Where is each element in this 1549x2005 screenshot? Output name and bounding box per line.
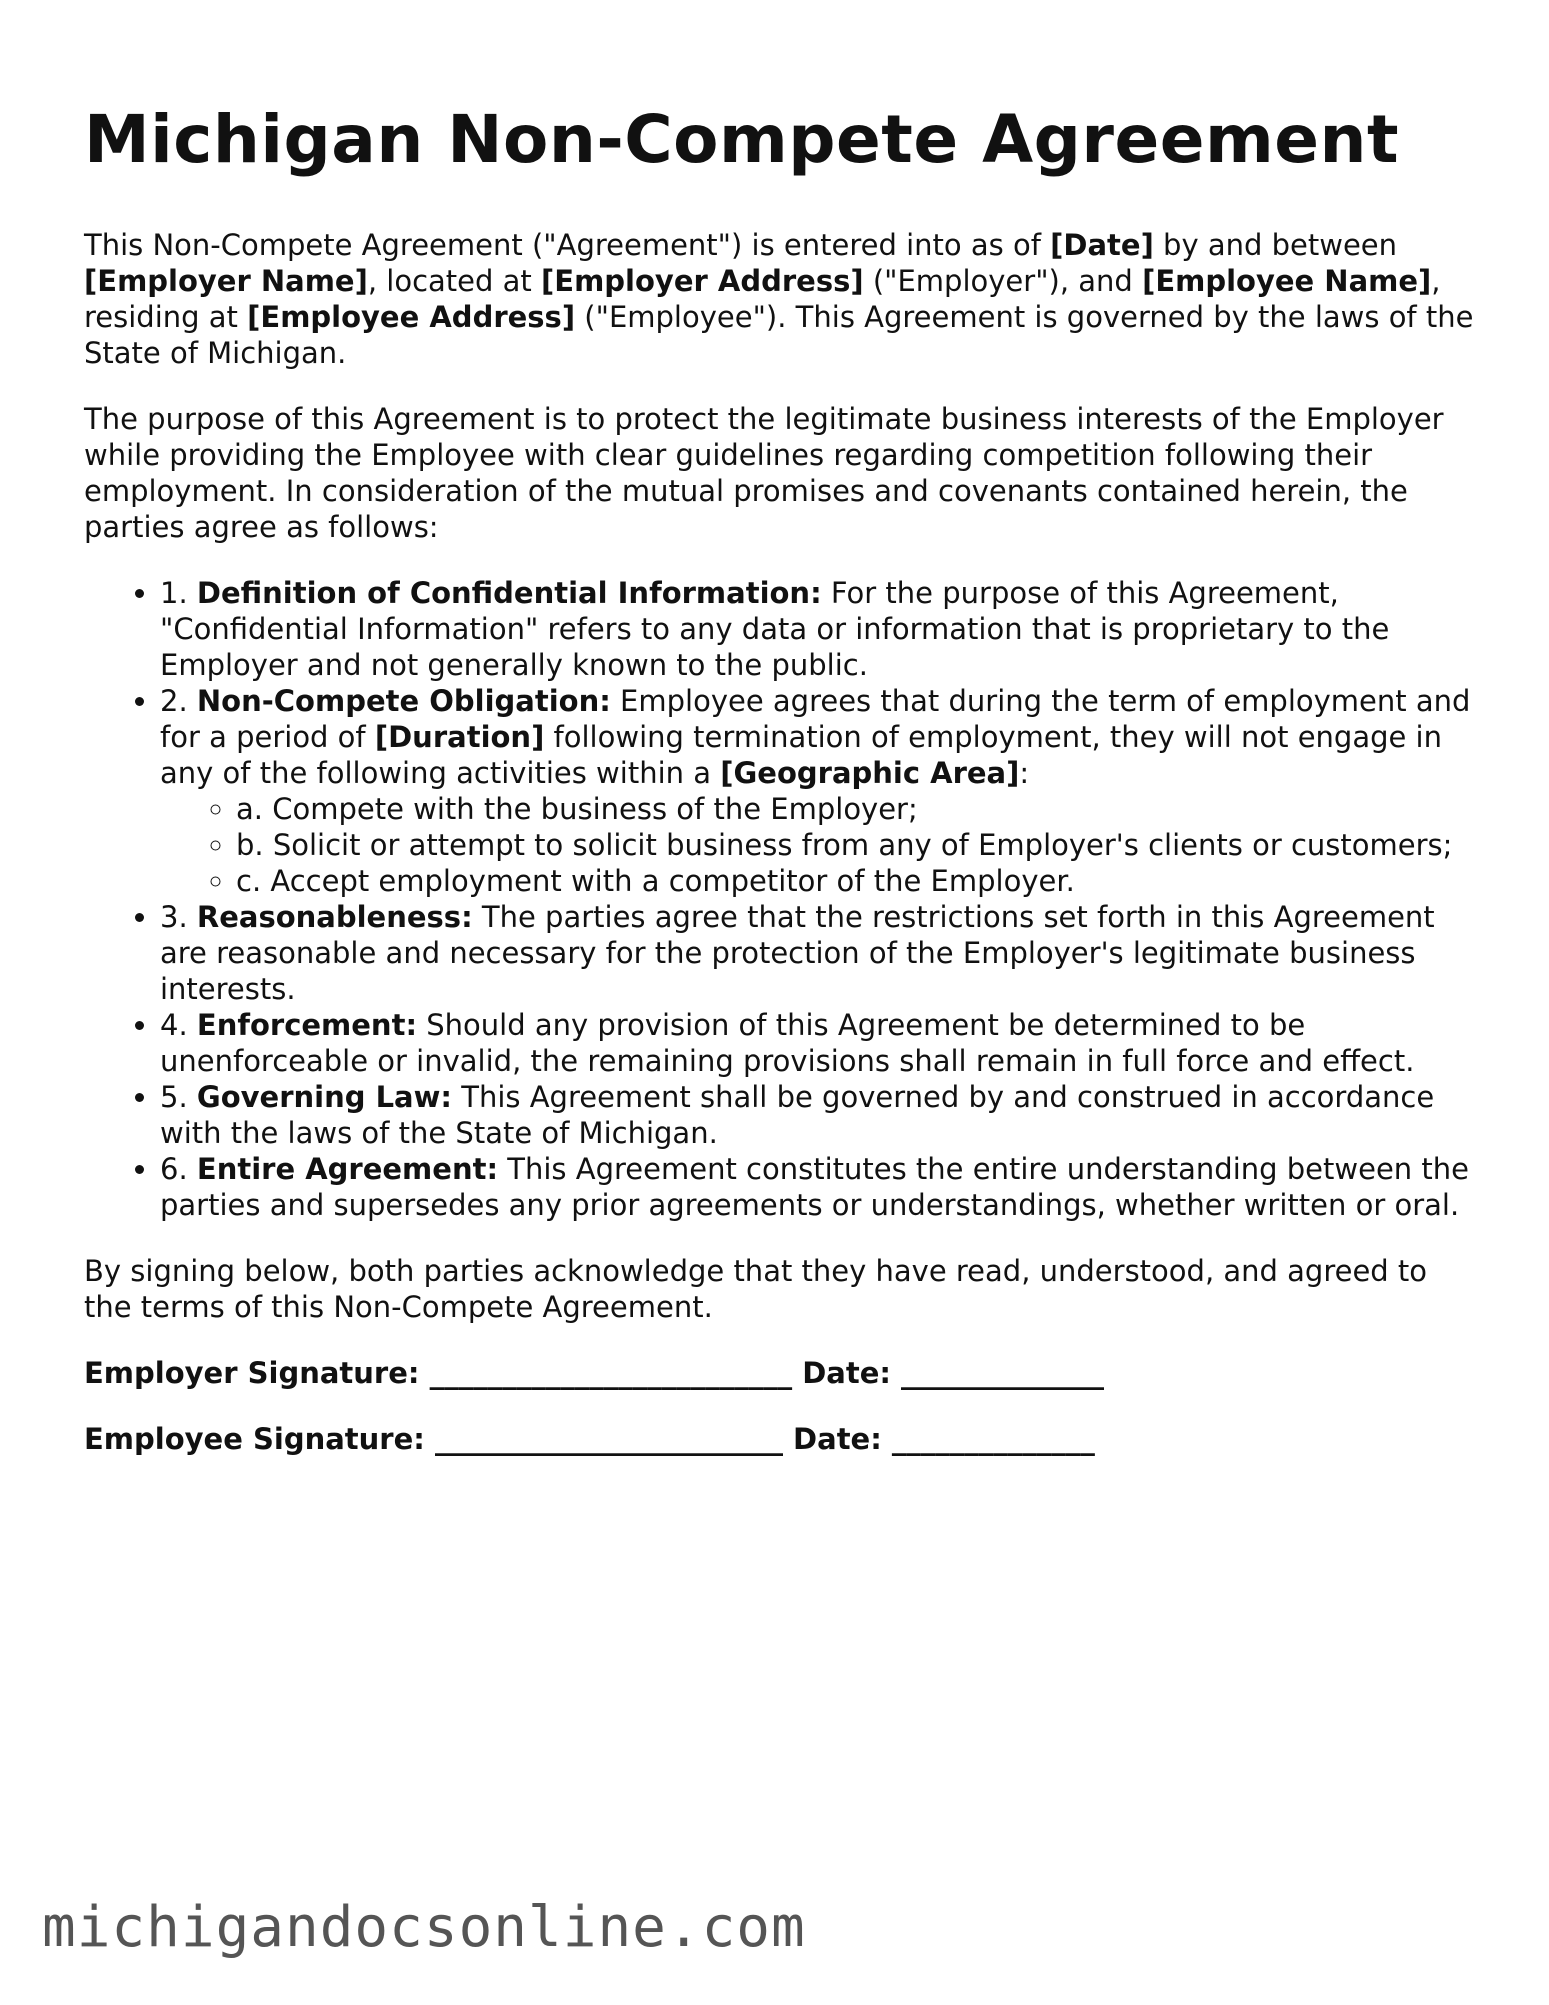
clause-item: [160, 683, 1474, 899]
clause-heading: Entire Agreement:: [196, 1152, 499, 1187]
clause-item: [160, 575, 1474, 683]
site-watermark: michigandocsonline.com: [42, 1895, 806, 1960]
employer-name-placeholder: [Employer Name]: [84, 264, 368, 299]
clause-text: Should any provision of this Agreement be determined to be unenforceable or invalid, the remaining provisions shall remain in full force and effect.: [160, 1008, 1415, 1079]
clause-item: [160, 899, 1474, 1007]
geographic-area-placeholder: [Geographic Area]: [720, 756, 1020, 791]
clause-text: Employee agrees that during the term of employment and for a period of: [160, 684, 1471, 755]
employee-signature-line[interactable]: Employee Signature: ________________________ Date: ______________: [84, 1422, 1095, 1457]
clause-number: 5.: [160, 1080, 197, 1115]
sub-clause-item: ◦ b. Solicit or attempt to solicit business from any of Employer's clients or customers;: [236, 827, 1474, 863]
intro-text: , located at: [367, 264, 542, 299]
clause-number: 6.: [160, 1152, 197, 1187]
closing-paragraph: By signing below, both parties acknowledge that they have read, understood, and agreed to the terms of this Non-Compete Agreement.: [84, 1254, 1428, 1325]
clause-item: [160, 1007, 1474, 1079]
clause-text: For the purpose of this Agreement, "Confidential Information" refers to any data or information that is proprietary to the Employer and not generally known to the public.: [160, 576, 1390, 683]
purpose-paragraph: The purpose of this Agreement is to protect the legitimate business interests of the Employer while providing the Employee with clear guidelines regarding competition following their employment. In consideration of the mutual promises and covenants contained herein, the parties agree as follows:: [84, 402, 1444, 545]
employee-name-placeholder: [Employee Name]: [1142, 264, 1432, 299]
employer-address-placeholder: [Employer Address]: [541, 264, 864, 299]
clause-text: following termination of employment, they will not engage in any of the following activities within a: [160, 720, 1442, 791]
clause-number: 2.: [160, 684, 197, 719]
intro-text: ("Employer"), and: [863, 264, 1143, 299]
intro-paragraph: [84, 227, 1474, 371]
intro-text: ("Employee"). This Agreement is governed by the laws of the State of Michigan.: [84, 300, 1474, 371]
clause-heading: Reasonableness:: [196, 900, 473, 935]
clause-list: [84, 575, 1474, 1223]
clause-text: :: [1019, 756, 1030, 791]
intro-text: This Non-Compete Agreement ("Agreement") is entered into as of: [84, 228, 1051, 263]
sub-clause-item: ◦ c. Accept employment with a competitor of the Employer.: [236, 863, 1474, 899]
document-title: Michigan Non-Compete Agreement: [84, 101, 1400, 178]
clause-number: 3.: [160, 900, 197, 935]
clause-item: [160, 1151, 1474, 1223]
date-placeholder: [Date]: [1050, 228, 1154, 263]
document-page: [84, 100, 1474, 1487]
intro-text: by and between: [1153, 228, 1398, 263]
clause-item: [160, 1079, 1474, 1151]
clause-text: This Agreement constitutes the entire understanding between the parties and supersedes any prior agreements or understandings, whether written or oral.: [160, 1152, 1469, 1223]
clause-number: 1.: [160, 576, 197, 611]
clause-heading: Governing Law:: [196, 1080, 453, 1115]
employee-address-placeholder: [Employee Address]: [247, 300, 576, 335]
duration-placeholder: [Duration]: [374, 720, 545, 755]
clause-heading: Definition of Confidential Information:: [196, 576, 822, 611]
sub-clause-item: ◦ a. Compete with the business of the Employer;: [236, 791, 1474, 827]
sub-clause-list: [160, 791, 1474, 899]
clause-heading: Non-Compete Obligation:: [196, 684, 611, 719]
clause-number: 4.: [160, 1008, 197, 1043]
clause-text: This Agreement shall be governed by and construed in accordance with the laws of the State of Michigan.: [160, 1080, 1435, 1151]
clause-heading: Enforcement:: [196, 1008, 418, 1043]
employer-signature-line[interactable]: Employer Signature: _________________________ Date: ______________: [84, 1356, 1105, 1391]
intro-text: , residing at: [84, 264, 1441, 335]
clause-text: The parties agree that the restrictions set forth in this Agreement are reasonable and necessary for the protection of the Employer's legitimate business interests.: [160, 900, 1435, 1007]
